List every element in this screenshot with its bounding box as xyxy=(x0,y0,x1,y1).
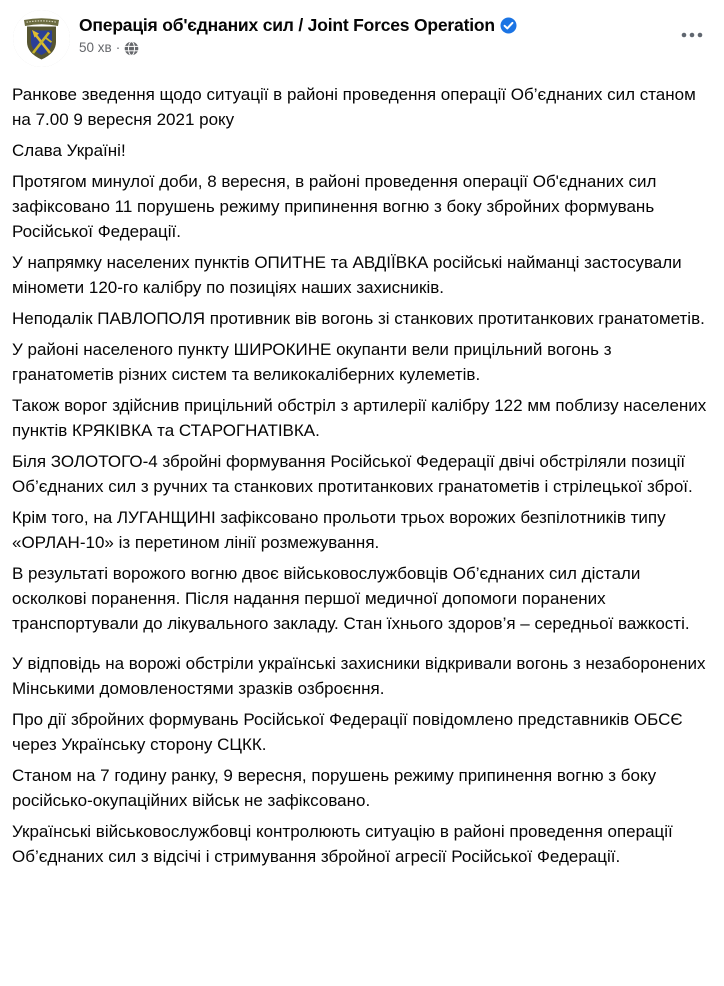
title-row xyxy=(79,15,517,36)
post-paragraph: В результаті ворожого вогню двоє військовослужбовців Об’єднаних сил дістали осколкові поранення. Після надання першої медичної допомоги поранених транспортували до лікувального закладу. Стан їхнього здоров’я – середньої важкості. xyxy=(12,564,690,633)
page-name-link[interactable]: Операція об'єднаних сил / Joint Forces Operation xyxy=(79,15,495,35)
post-header-text xyxy=(79,10,517,55)
post-timestamp[interactable]: 50 хв xyxy=(79,40,112,55)
post-paragraph: Слава Україні! xyxy=(12,141,126,160)
post-paragraph: Ранкове зведення щодо ситуації в районі проведення операції Об’єднаних сил станом на 7.00 9 вересня 2021 року xyxy=(12,85,696,129)
post-paragraph: У районі населеного пункту ШИРОКИНЕ окупанти вели прицільний вогонь з гранатометів різних систем та великокаліберних кулеметів. xyxy=(12,340,612,384)
post-options-button[interactable] xyxy=(674,21,710,49)
post-body xyxy=(0,67,724,869)
post-paragraph: Неподалік ПАВЛОПОЛЯ противник вів вогонь зі станкових протитанкових гранатометів. xyxy=(12,309,705,328)
globe-privacy-icon xyxy=(124,41,139,56)
meta-separator: · xyxy=(115,40,121,55)
post-paragraph: Також ворог здійснив прицільний обстріл з артилерії калібру 122 мм поблизу населених пунктів КРЯКІВКА та СТАРОГНАТІВКА. xyxy=(12,396,707,440)
post-paragraph: Українські військовослужбовці контролюють ситуацію в районі проведення операції Об’єднаних сил з відсічі і стримування збройної агресії Російської Федерації. xyxy=(12,822,673,866)
post-meta-row xyxy=(79,40,517,55)
post-paragraph: У напрямку населених пунктів ОПИТНЕ та АВДІЇВКА російські найманці застосували міномети 120-го калібру по позиціях наших захисників. xyxy=(12,253,682,297)
jfo-emblem-icon xyxy=(13,10,70,67)
post-paragraph: Станом на 7 годину ранку, 9 вересня, порушень режиму припинення вогню з боку російсько-окупаційних військ не зафіксовано. xyxy=(12,766,657,810)
verified-badge-icon xyxy=(500,17,517,34)
post-paragraph: Протягом минулої доби, 8 вересня, в районі проведення операції Об'єднаних сил зафіксовано 11 порушень режиму припинення вогню з боку збройних формувань Російської Федерації. xyxy=(12,172,657,241)
post-header xyxy=(0,0,724,67)
post-paragraph: У відповідь на ворожі обстріли українські захисники відкривали вогонь з незаборонених Мінськими домовленостями зразків озброєння. xyxy=(12,654,706,698)
page-avatar[interactable] xyxy=(13,10,70,67)
three-dots-icon xyxy=(680,31,704,39)
post-paragraph: Крім того, на ЛУГАНЩИНІ зафіксовано прольоти трьох ворожих безпілотників типу «ОРЛАН-10» із перетином лінії розмежування. xyxy=(12,508,666,552)
post-paragraph: Біля ЗОЛОТОГО-4 збройні формування Російської Федерації двічі обстріляли позиції Об’єднаних сил з ручних та станкових протитанкових гранатометів і стрілецької зброї. xyxy=(12,452,693,496)
post-paragraph: Про дії збройних формувань Російської Федерації повідомлено представників ОБСЄ через Українську сторону СЦКК. xyxy=(12,710,683,754)
